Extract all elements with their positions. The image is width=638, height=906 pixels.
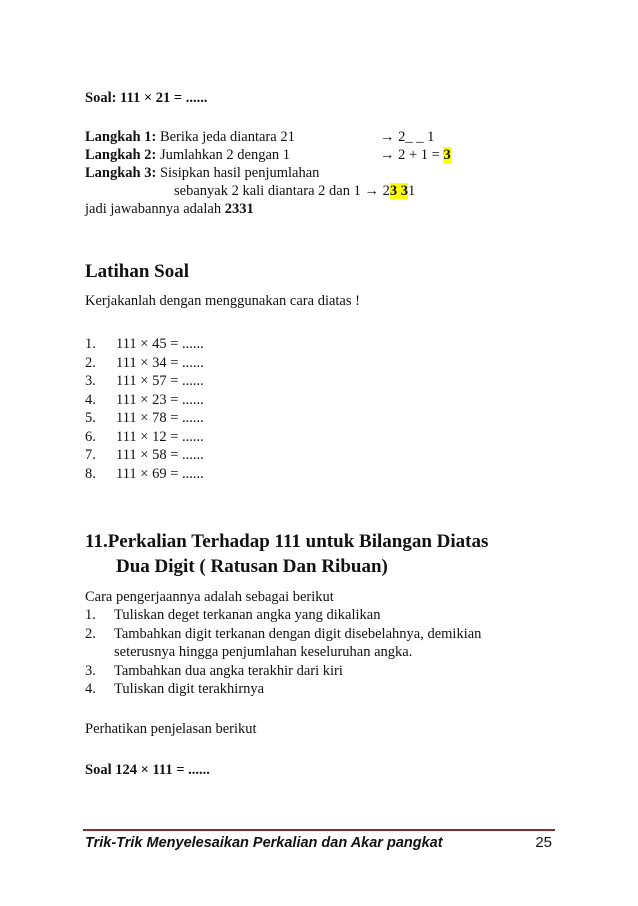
exercise-number: 5. (85, 410, 96, 426)
step-result-text: → 2_ _ 1 (380, 129, 435, 145)
example-question: Soal: 111 × 21 = ...... (85, 90, 208, 106)
step-text: Berika jeda diantara 21 (159, 129, 295, 145)
exercise-item (85, 354, 204, 372)
exercise-text: 111 × 78 = ...... (116, 410, 204, 426)
latihan-heading: Latihan Soal (85, 261, 190, 282)
exercise-number: 8. (85, 465, 96, 482)
step-text: Jumlahkan 2 dengan 1 (159, 147, 291, 163)
exercise-number: 3. (85, 373, 96, 389)
section-heading-line1: 11.Perkalian Terhadap 111 untuk Bilangan Diatas (85, 531, 489, 552)
section-heading-text: Dua Digit ( Ratusan Dan Ribuan) (116, 556, 388, 577)
method-step-text: Tambahkan digit terkanan dengan digit disebelahnya, demikian (114, 625, 482, 642)
method-step-text: seterusnya hingga penjumlahan keseluruhan angka. (114, 644, 413, 660)
exercise-item (85, 428, 204, 446)
exercise-text: 111 × 34 = ...... (116, 354, 204, 371)
footer-title: Trik-Trik Menyelesaikan Perkalian dan Akar pangkat (85, 835, 443, 851)
exercise-item (85, 465, 204, 483)
exercise-text: 111 × 12 = ...... (116, 428, 204, 445)
step-result-text: → 2 + 1 = (380, 147, 444, 163)
exercise-text: 111 × 57 = ...... (116, 373, 204, 389)
step-text-end: 1 (407, 183, 416, 199)
method-step (85, 625, 481, 643)
method-step (85, 606, 380, 624)
step-label: Langkah 2: (85, 147, 157, 163)
method-step (85, 680, 264, 698)
method-step-number: 2. (85, 625, 96, 642)
step-1 (85, 128, 295, 146)
step-2 (85, 146, 290, 164)
exercise-number: 7. (85, 447, 96, 463)
exercise-number: 2. (85, 354, 96, 371)
footer-divider (83, 829, 555, 831)
method-step-text: Tuliskan digit terakhirnya (114, 681, 265, 697)
method-step-text: Tuliskan deget terkanan angka yang dikalikan (114, 607, 381, 623)
method-step-text: Tambahkan dua angka terakhir dari kiri (114, 662, 343, 679)
method-step-number: 4. (85, 681, 96, 697)
step-1-result (380, 128, 434, 146)
exercise-number: 1. (85, 336, 96, 352)
answer-value: 2331 (224, 201, 254, 217)
step-text: Sisipkan hasil penjumlahan (159, 165, 320, 181)
section-question: Soal 124 × 111 = ...... (85, 762, 210, 778)
exercise-item (85, 372, 204, 390)
exercise-item (85, 335, 204, 353)
exercise-item (85, 409, 204, 427)
page-number: 25 (535, 834, 552, 851)
answer-line (85, 200, 254, 218)
method-step-number: 1. (85, 607, 96, 623)
note-text: Perhatikan penjelasan berikut (85, 721, 257, 737)
exercise-text: 111 × 58 = ...... (116, 447, 204, 463)
step-2-result (380, 146, 451, 164)
exercise-item (85, 446, 204, 464)
exercise-text: 111 × 69 = ...... (116, 465, 204, 482)
step-label: Langkah 3: (85, 165, 157, 181)
answer-text: jadi jawabannya adalah (85, 201, 225, 217)
method-step-number: 3. (85, 662, 96, 679)
method-step (85, 643, 412, 661)
exercise-number: 6. (85, 428, 96, 445)
exercise-text: 111 × 45 = ...... (116, 336, 204, 352)
section-heading-line2 (85, 555, 388, 579)
highlighted-result: 3 (443, 147, 451, 163)
step-3-continued (174, 182, 415, 200)
step-3 (85, 164, 319, 182)
latihan-instruction: Kerjakanlah dengan menggunakan cara diatas ! (85, 293, 360, 309)
exercise-item (85, 391, 204, 409)
step-text: sebanyak 2 kali diantara 2 dan 1 → 2 (174, 183, 390, 199)
step-label: Langkah 1: (85, 129, 157, 145)
method-step (85, 662, 343, 680)
exercise-text: 111 × 23 = ...... (116, 391, 204, 408)
section-intro: Cara pengerjaannya adalah sebagai berikut (85, 589, 334, 605)
exercise-number: 4. (85, 391, 96, 408)
highlighted-digits: 3 3 (389, 183, 408, 199)
